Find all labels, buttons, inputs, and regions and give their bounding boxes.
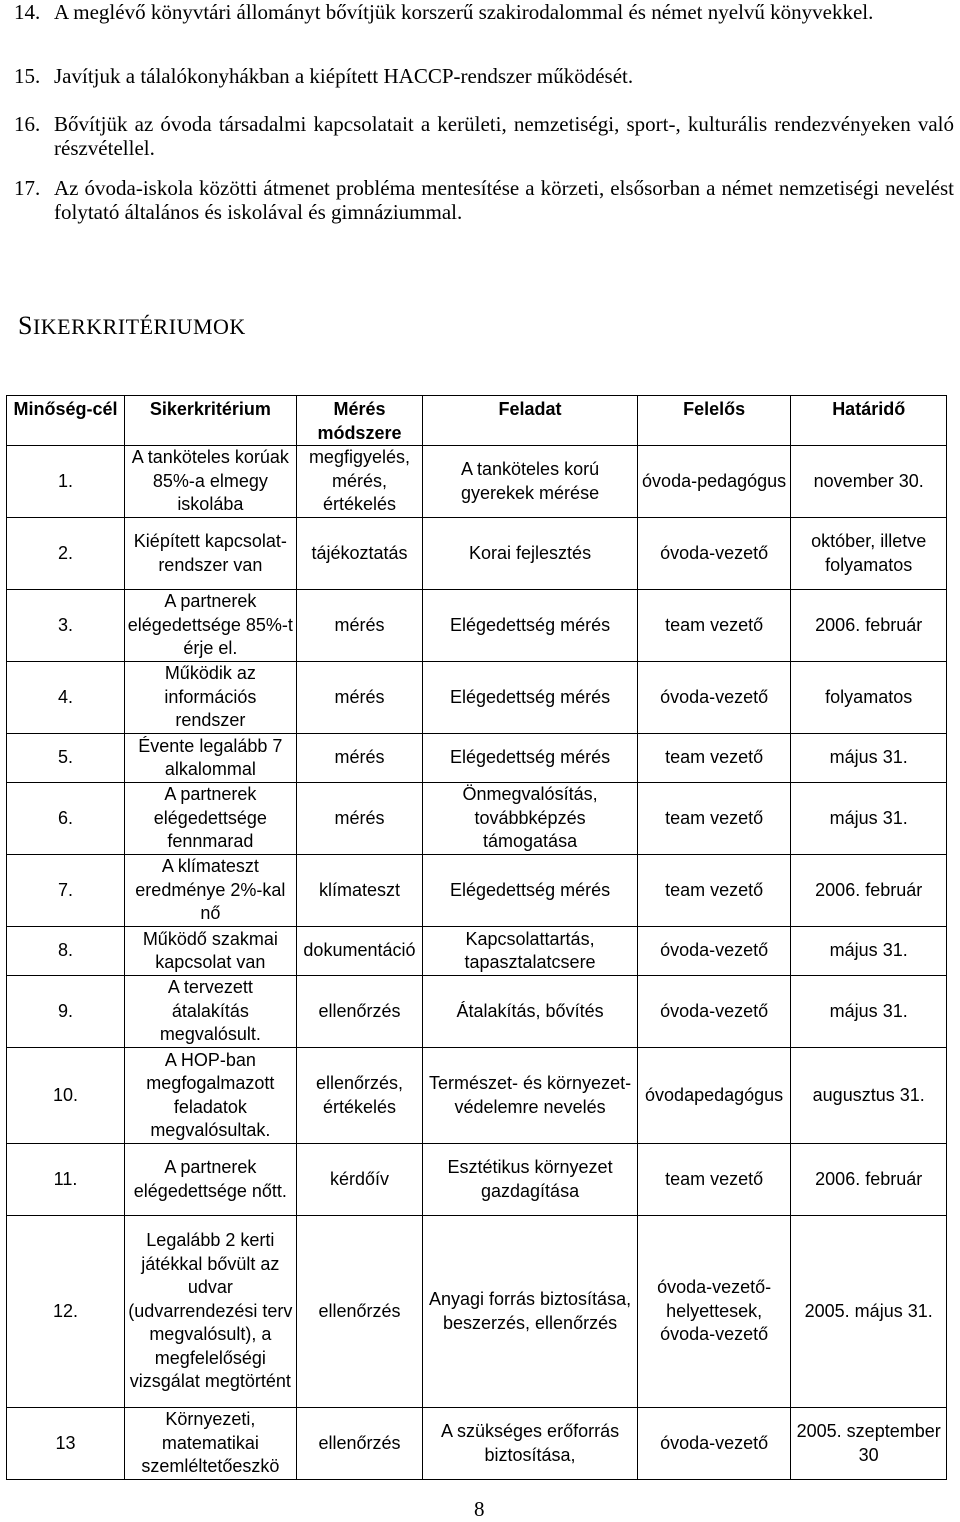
table-row	[7, 1048, 947, 1144]
table-row	[7, 976, 947, 1048]
table-row	[7, 1408, 947, 1480]
cell-deadline: 2006. február	[791, 590, 947, 662]
cell-goal-number: 5.	[7, 734, 125, 783]
table-row	[7, 662, 947, 734]
page-number: 8	[474, 1497, 485, 1521]
cell-deadline: május 31.	[791, 783, 947, 855]
cell-criterion: Környezeti, matematikai szemléltetőeszkö	[125, 1408, 297, 1480]
cell-deadline: 2006. február	[791, 1144, 947, 1216]
table-row	[7, 446, 947, 518]
cell-goal-number: 7.	[7, 855, 125, 927]
cell-deadline: május 31.	[791, 927, 947, 976]
cell-deadline: 2005. május 31.	[791, 1216, 947, 1408]
cell-task: Korai fejlesztés	[423, 518, 638, 590]
cell-task: Esztétikus környezet gazdagítása	[423, 1144, 638, 1216]
list-item-number: 14.	[14, 0, 41, 24]
cell-goal-number: 10.	[7, 1048, 125, 1144]
cell-responsible: team vezető	[637, 1144, 791, 1216]
cell-method: mérés	[296, 783, 423, 855]
cell-deadline: 2006. február	[791, 855, 947, 927]
cell-method: ellenőrzés, értékelés	[296, 1048, 423, 1144]
table-row	[7, 1144, 947, 1216]
cell-goal-number: 11.	[7, 1144, 125, 1216]
cell-deadline: november 30.	[791, 446, 947, 518]
cell-method: mérés	[296, 734, 423, 783]
list-item-text: Javítjuk a tálalókonyhákban a kiépített HACCP-rendszer működését.	[54, 64, 634, 88]
list-item-text: A meglévő könyvtári állományt bővítjük korszerű szakirodalommal és német nyelvű könyvekkel.	[54, 0, 874, 24]
header-success-criterion: Sikerkritérium	[125, 396, 297, 446]
list-item-number: 17.	[14, 176, 41, 200]
cell-criterion: A tanköteles korúak 85%-a elmegy iskolába	[125, 446, 297, 518]
cell-goal-number: 6.	[7, 783, 125, 855]
cell-task: Anyagi forrás biztosítása, beszerzés, ellenőrzés	[423, 1216, 638, 1408]
cell-method: megfigyelés, mérés, értékelés	[296, 446, 423, 518]
cell-criterion: A partnerek elégedettsége fennmarad	[125, 783, 297, 855]
cell-goal-number: 8.	[7, 927, 125, 976]
table-row	[7, 783, 947, 855]
cell-task: A szükséges erőforrás biztosítása,	[423, 1408, 638, 1480]
cell-deadline: 2005. szeptember 30	[791, 1408, 947, 1480]
cell-responsible: team vezető	[637, 590, 791, 662]
cell-method: tájékoztatás	[296, 518, 423, 590]
table-row	[7, 927, 947, 976]
cell-goal-number: 1.	[7, 446, 125, 518]
table-header-row	[7, 396, 947, 446]
cell-task: Kapcsolattartás, tapasztalatcsere	[423, 927, 638, 976]
cell-responsible: team vezető	[637, 783, 791, 855]
cell-task: Önmegvalósítás, továbbképzés támogatása	[423, 783, 638, 855]
header-task: Feladat	[423, 396, 638, 446]
cell-criterion: A klímateszt eredménye 2%-kal nő	[125, 855, 297, 927]
header-responsible: Felelős	[637, 396, 791, 446]
cell-deadline: október, illetve folyamatos	[791, 518, 947, 590]
cell-goal-number: 3.	[7, 590, 125, 662]
cell-goal-number: 13	[7, 1408, 125, 1480]
cell-method: ellenőrzés	[296, 1408, 423, 1480]
cell-responsible: team vezető	[637, 855, 791, 927]
cell-deadline: május 31.	[791, 976, 947, 1048]
cell-goal-number: 12.	[7, 1216, 125, 1408]
cell-method: kérdőív	[296, 1144, 423, 1216]
cell-criterion: Legalább 2 kerti játékkal bővült az udvar (udvarrendezési terv megvalósult), a megfelelőségi vizsgálat megtörtént	[125, 1216, 297, 1408]
list-item-number: 15.	[14, 64, 41, 88]
heading-rest: IKERKRITÉRIUMOK	[32, 314, 246, 339]
cell-criterion: A tervezett átalakítás megvalósult.	[125, 976, 297, 1048]
cell-goal-number: 2.	[7, 518, 125, 590]
cell-deadline: folyamatos	[791, 662, 947, 734]
table-row	[7, 518, 947, 590]
cell-method: mérés	[296, 662, 423, 734]
cell-responsible: óvoda-vezető	[637, 518, 791, 590]
table-row	[7, 734, 947, 783]
cell-criterion: Évente legalább 7 alkalommal	[125, 734, 297, 783]
heading-initial: S	[18, 311, 33, 340]
list-item-text: Bővítjük az óvoda társadalmi kapcsolatait a kerületi, nemzetiségi, sport-, kulturális rendezvényeken való részvétellel.	[54, 112, 954, 160]
list-item	[14, 112, 954, 160]
cell-responsible: óvoda-vezető	[637, 976, 791, 1048]
cell-task: Elégedettség mérés	[423, 855, 638, 927]
cell-method: dokumentáció	[296, 927, 423, 976]
cell-task: Elégedettség mérés	[423, 734, 638, 783]
header-measurement-method: Mérés módszere	[296, 396, 423, 446]
cell-goal-number: 9.	[7, 976, 125, 1048]
section-heading	[18, 311, 246, 341]
cell-goal-number: 4.	[7, 662, 125, 734]
header-quality-goal: Minőség-cél	[7, 396, 125, 446]
cell-criterion: A partnerek elégedettsége 85%-t érje el.	[125, 590, 297, 662]
cell-responsible: óvoda-vezető-helyettesek, óvoda-vezető	[637, 1216, 791, 1408]
cell-criterion: Működő szakmai kapcsolat van	[125, 927, 297, 976]
cell-criterion: A HOP-ban megfogalmazott feladatok megvalósultak.	[125, 1048, 297, 1144]
cell-task: Elégedettség mérés	[423, 590, 638, 662]
cell-responsible: óvoda-pedagógus	[637, 446, 791, 518]
cell-task: Természet- és környezet-védelemre nevelés	[423, 1048, 638, 1144]
cell-responsible: óvoda-vezető	[637, 662, 791, 734]
cell-criterion: A partnerek elégedettsége nőtt.	[125, 1144, 297, 1216]
table-row	[7, 855, 947, 927]
list-item	[14, 64, 954, 88]
criteria-table	[6, 395, 947, 1480]
cell-method: klímateszt	[296, 855, 423, 927]
list-item-number: 16.	[14, 112, 41, 136]
cell-responsible: óvoda-vezető	[637, 927, 791, 976]
cell-task: Elégedettség mérés	[423, 662, 638, 734]
table-row	[7, 1216, 947, 1408]
cell-method: mérés	[296, 590, 423, 662]
cell-task: Átalakítás, bővítés	[423, 976, 638, 1048]
header-deadline: Határidő	[791, 396, 947, 446]
cell-method: ellenőrzés	[296, 976, 423, 1048]
cell-criterion: Kiépített kapcsolat-rendszer van	[125, 518, 297, 590]
cell-responsible: óvoda-vezető	[637, 1408, 791, 1480]
cell-method: ellenőrzés	[296, 1216, 423, 1408]
list-item	[14, 176, 954, 224]
cell-deadline: május 31.	[791, 734, 947, 783]
cell-deadline: augusztus 31.	[791, 1048, 947, 1144]
cell-responsible: team vezető	[637, 734, 791, 783]
list-item-text: Az óvoda-iskola közötti átmenet probléma mentesítése a körzeti, elsősorban a német nemzetiségi nevelést folytató általános és iskolával és gimnáziummal.	[54, 176, 954, 224]
cell-task: A tanköteles korú gyerekek mérése	[423, 446, 638, 518]
list-item	[14, 0, 954, 24]
cell-criterion: Működik az információs rendszer	[125, 662, 297, 734]
table-row	[7, 590, 947, 662]
cell-responsible: óvodapedagógus	[637, 1048, 791, 1144]
